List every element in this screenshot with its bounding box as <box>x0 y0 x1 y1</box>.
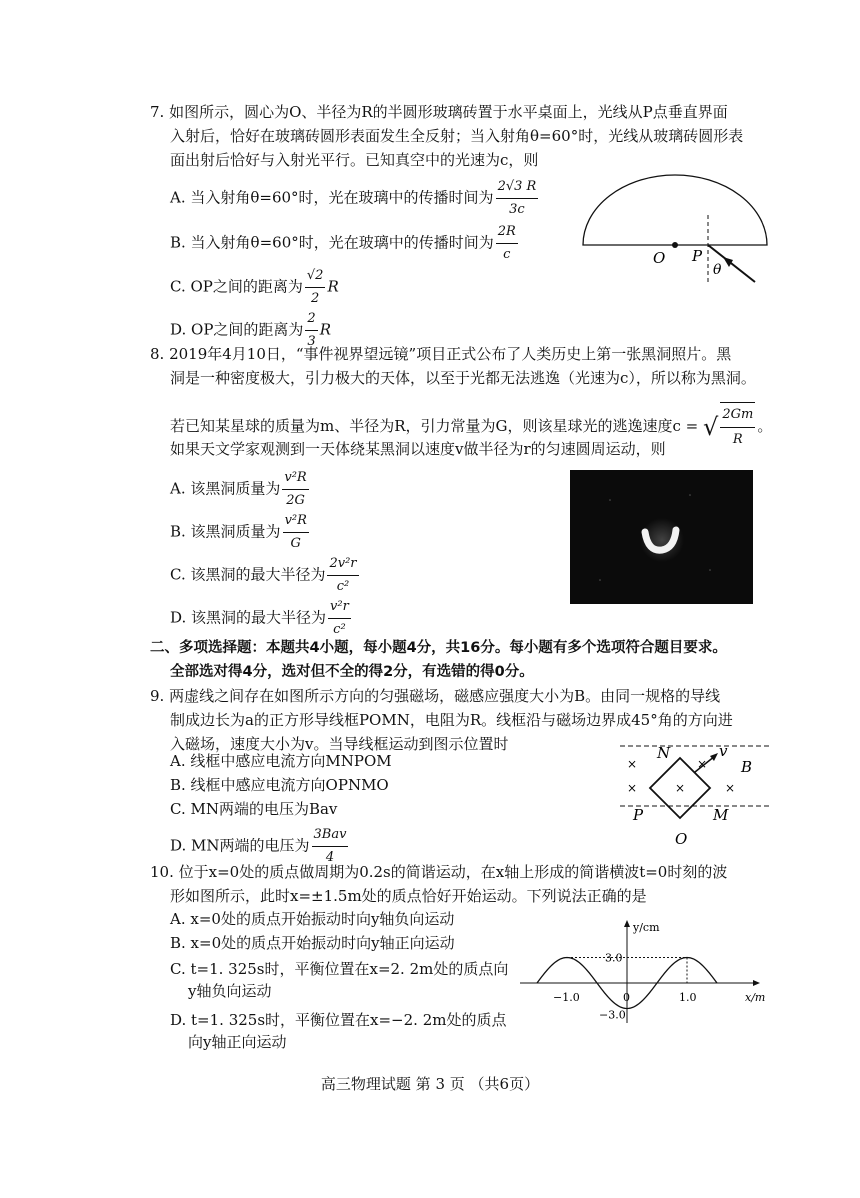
black-hole-photo <box>570 470 753 604</box>
frac-num: 2R <box>496 221 518 244</box>
y-axis-label: y/cm <box>633 921 660 934</box>
frac-num: 3Bav <box>312 824 349 847</box>
q9-magnetic-field-figure <box>615 740 775 860</box>
q8-line4-block <box>170 437 790 461</box>
q9-option-b <box>170 774 389 796</box>
q9-option-d-text: D. MN两端的电压为 <box>170 836 310 855</box>
frac-num: v²R <box>282 467 308 490</box>
q7-option-a <box>170 176 540 221</box>
field-cross: × <box>627 757 638 771</box>
question-8 <box>150 342 800 390</box>
q8-option-b <box>170 510 311 555</box>
question-7 <box>150 100 790 172</box>
q7-semicircle-figure <box>575 170 775 290</box>
frac-den: G <box>290 536 301 551</box>
q7-option-b-text: B. 当入射角θ=60°时，光在玻璃中的传播时间为 <box>170 233 494 252</box>
q9-option-a <box>170 750 392 772</box>
label-theta: θ <box>713 262 722 278</box>
q8-option-c <box>170 553 361 598</box>
q8-option-d-text: D. 该黑洞的最大半径为 <box>170 608 327 627</box>
section-2-line2: 全部选对得4分，选对但不全的得2分，有选错的得0分。 <box>170 664 534 680</box>
frac-den: c <box>503 247 511 262</box>
q8-line4: 如果天文学家观测到一天体绕某黑洞以速度v做半径为r的匀速圆周运动，则 <box>170 440 666 458</box>
q10-option-d <box>170 1009 506 1053</box>
sqrt-sign: √ <box>703 413 719 441</box>
label-m: M <box>713 806 729 824</box>
frac-den: 4 <box>325 850 335 865</box>
frac-num: 2 <box>305 308 317 331</box>
q9-line3: 入磁场，速度大小为v。当导线框运动到图示位置时 <box>170 735 509 753</box>
y-tick-label: −3.0 <box>599 1008 626 1022</box>
frac-num: v²R <box>283 510 309 533</box>
q10-option-d-line1: D. t=1. 325s时，平衡位置在x=−2. 2m处的质点 <box>170 1011 507 1029</box>
label-b: B <box>741 758 753 776</box>
q7-option-b <box>170 221 520 266</box>
field-cross: × <box>697 757 708 771</box>
q7-line1: 7. 如图所示，圆心为O、半径为R的半圆形玻璃砖置于水平桌面上，光线从P点垂直界面 <box>150 103 728 121</box>
q7-option-d-text: D. OP之间的距离为 <box>170 320 304 339</box>
field-cross: × <box>627 781 638 795</box>
q7-option-c-text: C. OP之间的距离为 <box>170 277 303 296</box>
q10-option-c-line2: y轴负向运动 <box>188 982 272 1000</box>
q10-option-a-text: A. x=0处的质点开始振动时向y轴负向运动 <box>170 910 455 928</box>
q8-line2: 洞是一种密度极大，引力极大的天体，以至于光都无法逃逸（光速为c），所以称为黑洞。 <box>170 369 756 387</box>
x-axis-label: x/m <box>745 991 766 1004</box>
q7-option-c <box>170 265 339 310</box>
frac-num: √2 <box>305 265 326 288</box>
q9-option-c-text: C. MN两端的电压为Bav <box>170 800 338 818</box>
frac-num: v²r <box>328 596 351 619</box>
x-axis-arrow <box>753 980 760 986</box>
q10-line2: 形如图所示，此时x=±1.5m处的质点恰好开始运动。下列说法正确的是 <box>170 887 647 905</box>
q10-option-a <box>170 908 454 930</box>
q10-option-b-text: B. x=0处的质点开始振动时向y轴正向运动 <box>170 934 455 952</box>
q7-option-c-frac <box>305 265 326 310</box>
q8-line3: 若已知某星球的质量为m、半径为R，引力常量为G，则该星球光的逃逸速度c = <box>170 417 699 435</box>
frac-den: 2 <box>311 291 320 306</box>
x-tick-label: −1.0 <box>553 991 580 1004</box>
noise-dot <box>599 579 601 581</box>
q7-line3: 面出射后恰好与入射光平行。已知真空中的光速为c，则 <box>170 151 539 169</box>
noise-dot <box>609 499 611 501</box>
ray-arrow <box>723 257 733 267</box>
q8-option-b-text: B. 该黑洞质量为 <box>170 522 281 541</box>
q10-option-d-line2: 向y轴正向运动 <box>188 1033 287 1051</box>
q8-line1: 8. 2019年4月10日，“事件视界望远镜”项目正式公布了人类历史上第一张黑洞照片。黑 <box>150 345 732 363</box>
q8-option-d-frac <box>328 596 351 641</box>
q7-line2: 入射后，恰好在玻璃砖圆形表面发生全反射；当入射角θ=60°时，光线从玻璃砖圆形表 <box>170 127 744 145</box>
q9-option-a-text: A. 线框中感应电流方向MNPOM <box>170 752 392 770</box>
frac-den: c² <box>333 622 346 637</box>
frac-den: 2G <box>286 493 305 508</box>
section-2-line1: 二、多项选择题：本题共4小题，每小题4分，共16分。每小题有多个选项符合题目要求。 <box>150 640 727 656</box>
y-tick-label: 3.0 <box>605 951 623 965</box>
q7-option-b-frac <box>496 221 518 266</box>
frac-den: 3c <box>509 202 525 217</box>
x-tick-label: 0 <box>623 991 630 1004</box>
q8-option-a-frac <box>282 467 308 512</box>
noise-dot <box>709 569 711 571</box>
frac-den: R <box>732 432 743 447</box>
section-2-header <box>150 636 810 684</box>
x-tick-label: 1.0 <box>679 991 697 1004</box>
q8-option-a <box>170 467 311 512</box>
q8-option-d <box>170 596 353 641</box>
label-p: P <box>692 247 703 265</box>
noise-dot <box>689 494 691 496</box>
q8-option-b-frac <box>283 510 309 555</box>
q10-option-c-line1: C. t=1. 325s时，平衡位置在x=2. 2m处的质点向 <box>170 960 509 978</box>
q9-line2: 制成边长为a的正方形导线框POMN，电阻为R。线框沿与磁场边界成45°角的方向进 <box>170 711 733 729</box>
field-cross: × <box>725 781 736 795</box>
frac-num: 2Gm <box>720 403 755 428</box>
q7-option-d-tail: R <box>319 320 331 339</box>
q9-option-c <box>170 798 337 820</box>
y-axis-arrow <box>624 920 630 927</box>
black-hole-image <box>570 470 753 604</box>
q10-option-c <box>170 958 508 1002</box>
q7-option-a-text: A. 当入射角θ=60°时，光在玻璃中的传播时间为 <box>170 188 494 207</box>
frac-num: 2√3 R <box>496 176 539 199</box>
center-point <box>672 242 678 248</box>
q8-option-c-frac <box>327 553 358 598</box>
q10-line1: 10. 位于x=0处的质点做周期为0.2s的简谐运动，在x轴上形成的简谐横波t=0时刻的波 <box>150 863 728 881</box>
frac-num: 2v²r <box>327 553 358 576</box>
q8-option-a-text: A. 该黑洞质量为 <box>170 479 281 498</box>
q9-option-b-text: B. 线框中感应电流方向OPNMO <box>170 776 389 794</box>
label-p: P <box>633 806 644 824</box>
q8-option-c-text: C. 该黑洞的最大半径为 <box>170 565 326 584</box>
frac-den: 3 <box>307 334 316 349</box>
q10-option-b <box>170 932 455 954</box>
q8-line3-end: 。 <box>757 417 773 435</box>
q10-wave-chart <box>515 915 775 1035</box>
q7-option-c-tail: R <box>327 277 339 296</box>
field-cross: × <box>675 781 686 795</box>
label-o: O <box>653 249 666 267</box>
frac-den: c² <box>336 579 350 594</box>
page-footer: 高三物理试题 第 3 页 （共6页） <box>320 1075 540 1093</box>
q9-line1: 9. 两虚线之间存在如图所示方向的匀强磁场，磁感应强度大小为B。由同一规格的导线 <box>150 687 721 705</box>
label-n: N <box>657 744 671 762</box>
label-o: O <box>675 830 688 848</box>
question-10 <box>150 860 800 908</box>
label-v: v <box>719 742 728 760</box>
q7-option-a-frac <box>496 176 539 221</box>
glass-semicircle <box>583 175 767 245</box>
